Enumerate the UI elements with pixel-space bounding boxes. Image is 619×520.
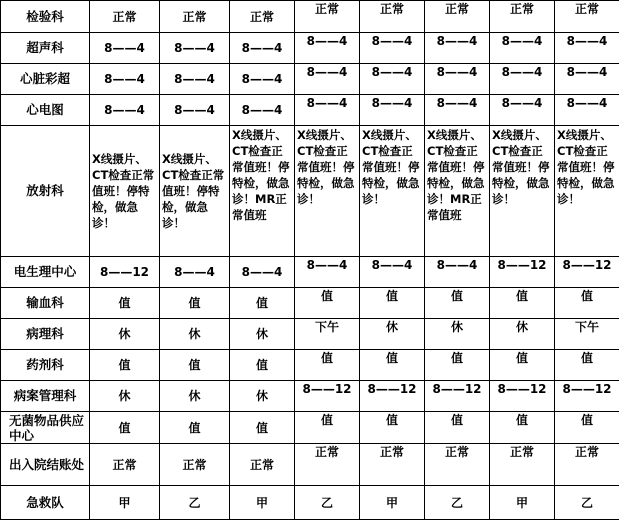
schedule-cell: 值	[555, 412, 619, 444]
schedule-cell: 8——12	[490, 381, 555, 412]
dept-name: 输血科	[1, 288, 90, 319]
schedule-cell: 值	[295, 350, 360, 381]
schedule-cell: 乙	[295, 486, 360, 520]
schedule-cell: 8——4	[230, 33, 295, 64]
schedule-cell: 值	[425, 412, 490, 444]
schedule-cell: 休	[90, 381, 160, 412]
schedule-cell: 8——4	[230, 257, 295, 288]
table-row	[1, 350, 619, 381]
schedule-cell: 8——4	[360, 95, 425, 126]
schedule-cell: 8——4	[160, 257, 230, 288]
schedule-cell: 8——4	[295, 64, 360, 95]
schedule-cell: 休	[230, 319, 295, 350]
table-row	[1, 412, 619, 444]
schedule-cell: 值	[425, 350, 490, 381]
table-row	[1, 288, 619, 319]
schedule-cell: 值	[295, 288, 360, 319]
schedule-cell: 8——4	[555, 64, 619, 95]
schedule-cell: 乙	[425, 486, 490, 520]
schedule-cell: 甲	[490, 486, 555, 520]
schedule-cell: 值	[230, 412, 295, 444]
schedule-cell: 正常	[90, 1, 160, 33]
schedule-cell: 8——4	[490, 95, 555, 126]
schedule-cell: 正常	[230, 1, 295, 33]
schedule-cell: 值	[90, 350, 160, 381]
schedule-cell: 休	[160, 319, 230, 350]
schedule-cell: 正常	[490, 444, 555, 486]
schedule-cell: 8——4	[295, 257, 360, 288]
schedule-cell: 8——4	[90, 33, 160, 64]
schedule-cell: 值	[555, 350, 619, 381]
schedule-cell: 休	[360, 319, 425, 350]
schedule-cell: 正常	[555, 1, 619, 33]
dept-name: 药剂科	[1, 350, 90, 381]
schedule-cell: 下午	[295, 319, 360, 350]
schedule-cell: 值	[90, 288, 160, 319]
table-row	[1, 64, 619, 95]
schedule-cell: 8——4	[360, 33, 425, 64]
schedule-cell: 甲	[90, 486, 160, 520]
schedule-cell: 乙	[555, 486, 619, 520]
schedule-cell: 正常	[490, 1, 555, 33]
table-row	[1, 486, 619, 520]
schedule-cell: 8——4	[490, 33, 555, 64]
schedule-cell: 正常	[360, 1, 425, 33]
schedule-cell: 8——4	[90, 64, 160, 95]
dept-name: 病理科	[1, 319, 90, 350]
schedule-cell: 8——12	[490, 257, 555, 288]
table-row	[1, 1, 619, 33]
dept-name: 超声科	[1, 33, 90, 64]
schedule-cell: X线摄片、CT检查正常值班！停特检，做急诊！	[555, 126, 619, 257]
schedule-cell: 8——12	[425, 381, 490, 412]
schedule-cell: 8——12	[90, 257, 160, 288]
schedule-cell: 8——4	[425, 33, 490, 64]
schedule-cell: 8——12	[555, 381, 619, 412]
dept-name: 检验科	[1, 1, 90, 33]
table-row	[1, 257, 619, 288]
schedule-cell: 甲	[230, 486, 295, 520]
schedule-cell: 休	[160, 381, 230, 412]
schedule-cell: 休	[90, 319, 160, 350]
schedule-cell: 正常	[160, 444, 230, 486]
schedule-cell: X线摄片、CT检查正常值班！停特检，做急诊！	[90, 126, 160, 257]
schedule-cell: 值	[490, 412, 555, 444]
dept-name: 出入院结账处	[1, 444, 90, 486]
schedule-cell: 正常	[425, 1, 490, 33]
schedule-cell: 正常	[555, 444, 619, 486]
schedule-cell: 8——12	[360, 381, 425, 412]
schedule-cell: 值	[90, 412, 160, 444]
schedule-cell: 8——4	[295, 33, 360, 64]
schedule-cell: 8——4	[555, 95, 619, 126]
schedule-cell: 8——4	[425, 95, 490, 126]
schedule-cell: 8——4	[425, 64, 490, 95]
dept-name: 心电图	[1, 95, 90, 126]
schedule-cell: 8——4	[425, 257, 490, 288]
schedule-cell: 正常	[295, 1, 360, 33]
table-row	[1, 319, 619, 350]
schedule-cell: X线摄片、CT检查正常值班！停特检，做急诊！	[360, 126, 425, 257]
dept-name: 心脏彩超	[1, 64, 90, 95]
schedule-cell: 值	[160, 350, 230, 381]
schedule-cell: 值	[295, 412, 360, 444]
schedule-cell: 乙	[160, 486, 230, 520]
schedule-cell: 值	[425, 288, 490, 319]
dept-name: 无菌物品供应中心	[1, 412, 90, 444]
schedule-cell: 正常	[360, 444, 425, 486]
schedule-cell: X线摄片、CT检查正常值班！停特检，做急诊！MR正常值班	[230, 126, 295, 257]
schedule-cell: 正常	[295, 444, 360, 486]
schedule-cell: 8——4	[555, 33, 619, 64]
schedule-cell: 8——4	[490, 64, 555, 95]
schedule-cell: 值	[360, 412, 425, 444]
dept-name: 病案管理科	[1, 381, 90, 412]
table-row	[1, 126, 619, 257]
schedule-cell: 值	[230, 288, 295, 319]
schedule-cell: 正常	[160, 1, 230, 33]
schedule-cell: 8——4	[90, 95, 160, 126]
schedule-cell: X线摄片、CT检查正常值班！停特检，做急诊！	[295, 126, 360, 257]
schedule-cell: 下午	[555, 319, 619, 350]
table-row	[1, 444, 619, 486]
table-row	[1, 381, 619, 412]
schedule-cell: 8——4	[160, 64, 230, 95]
schedule-cell: 8——4	[160, 95, 230, 126]
schedule-cell: 8——12	[295, 381, 360, 412]
schedule-cell: 甲	[360, 486, 425, 520]
table-row	[1, 95, 619, 126]
schedule-cell: 8——12	[555, 257, 619, 288]
schedule-cell: 值	[160, 288, 230, 319]
schedule-cell: 值	[555, 288, 619, 319]
schedule-cell: X线摄片、CT检查正常值班！停特检，做急诊！	[490, 126, 555, 257]
dept-name: 急救队	[1, 486, 90, 520]
schedule-cell: 8——4	[160, 33, 230, 64]
table-row	[1, 33, 619, 64]
schedule-cell: 正常	[90, 444, 160, 486]
schedule-cell: 休	[490, 319, 555, 350]
schedule-cell: 8——4	[360, 257, 425, 288]
schedule-cell: 值	[230, 350, 295, 381]
schedule-cell: 休	[425, 319, 490, 350]
schedule-cell: 值	[160, 412, 230, 444]
schedule-cell: 8——4	[230, 95, 295, 126]
schedule-cell: X线摄片、CT检查正常值班！停特检，做急诊！MR正常值班	[425, 126, 490, 257]
schedule-cell: 8——4	[295, 95, 360, 126]
dept-name: 放射科	[1, 126, 90, 257]
schedule-cell: 正常	[425, 444, 490, 486]
schedule-cell: 值	[490, 288, 555, 319]
schedule-cell: X线摄片、CT检查正常值班！停特检，做急诊！	[160, 126, 230, 257]
schedule-cell: 正常	[230, 444, 295, 486]
schedule-cell: 休	[230, 381, 295, 412]
dept-name: 电生理中心	[1, 257, 90, 288]
schedule-cell: 值	[360, 350, 425, 381]
schedule-cell: 8——4	[360, 64, 425, 95]
schedule-cell: 8——4	[230, 64, 295, 95]
schedule-cell: 值	[490, 350, 555, 381]
schedule-cell: 值	[360, 288, 425, 319]
